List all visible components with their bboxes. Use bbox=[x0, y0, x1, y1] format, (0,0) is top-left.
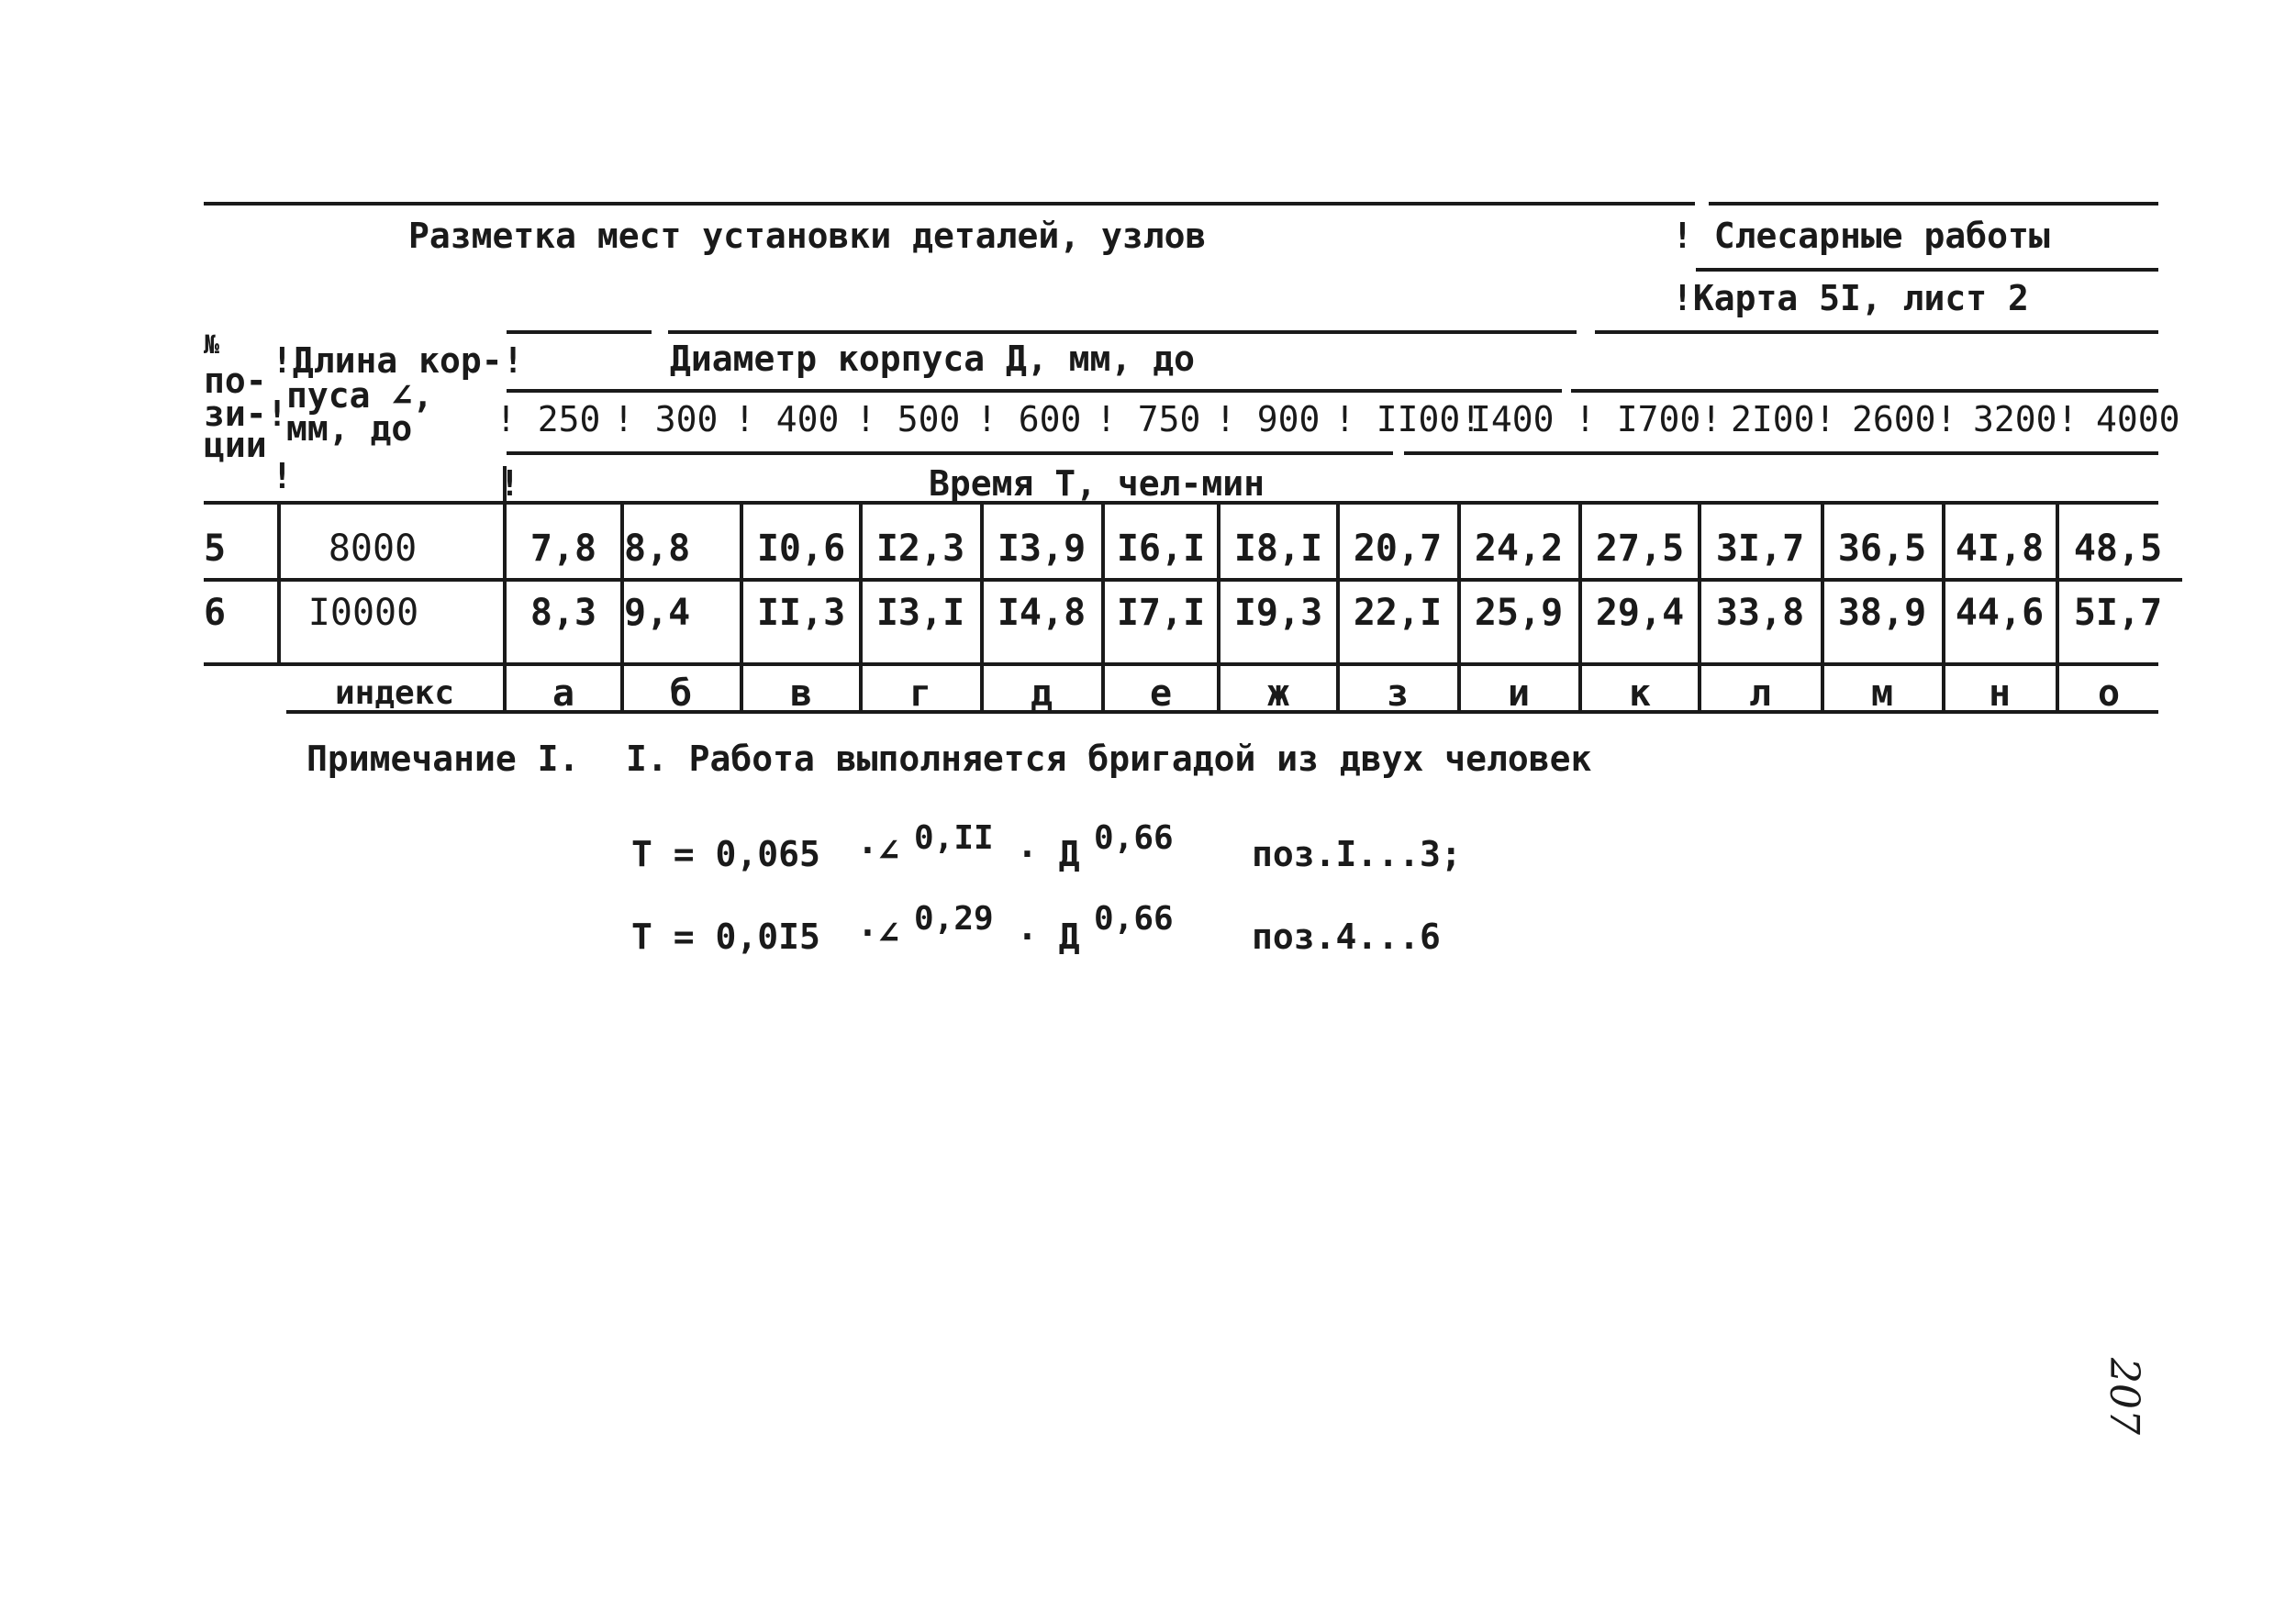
row-position: 6 bbox=[204, 592, 227, 634]
page-number: 207 bbox=[2101, 1358, 2147, 1435]
pos-header-line-3: зи-! bbox=[204, 394, 288, 434]
index-letter: д bbox=[1030, 672, 1053, 715]
diameter-value: 2I00! bbox=[1731, 399, 1836, 439]
diameter-value: ! 300 bbox=[613, 399, 719, 439]
time-cell: I2,3 bbox=[875, 528, 965, 570]
diameter-value: 4000 bbox=[2096, 399, 2180, 439]
section-rule bbox=[1696, 268, 2158, 272]
pos-header-line-2: по- bbox=[204, 361, 267, 401]
formula-2-l-exponent: 0,29 bbox=[914, 900, 994, 938]
index-letter: к bbox=[1628, 672, 1652, 715]
time-cell: 8,3 bbox=[529, 592, 597, 634]
diameter-value: ! 250 bbox=[496, 399, 601, 439]
time-cell: 25,9 bbox=[1474, 592, 1564, 634]
time-header-bar: ! bbox=[499, 463, 520, 504]
len-header-line-2: пуса ∠, bbox=[286, 375, 434, 416]
index-letter: ж bbox=[1266, 672, 1290, 715]
len-header-line-3: мм, до bbox=[286, 408, 413, 449]
diameter-value: ! 750 bbox=[1096, 399, 1201, 439]
note-label: Примечание I. bbox=[307, 739, 580, 779]
formula-1-lhs: Т = 0,065 bbox=[631, 834, 820, 874]
time-cell: I4,8 bbox=[997, 592, 1087, 634]
pos-header-line-4: ции bbox=[204, 425, 267, 465]
formula-2-lhs: Т = 0,0I5 bbox=[631, 917, 820, 957]
table-header-rule-3 bbox=[1595, 330, 2158, 334]
card-label: !Карта 5I, лист 2 bbox=[1672, 278, 2029, 318]
diameter-value: 3200! bbox=[1973, 399, 2079, 439]
diameter-value: ! 500 bbox=[855, 399, 961, 439]
cell-divider bbox=[503, 466, 507, 710]
formula-1-d-exponent: 0,66 bbox=[1094, 819, 1174, 857]
time-header: Время Т, чел-мин bbox=[929, 463, 1265, 504]
row-position: 5 bbox=[204, 528, 227, 570]
header-bottom-rule bbox=[204, 501, 2158, 505]
index-letter: б bbox=[669, 672, 693, 715]
time-cell: I6,I bbox=[1116, 528, 1206, 570]
formula-2-l-symbol: ·∠ bbox=[857, 913, 899, 953]
index-letter: в bbox=[789, 672, 813, 715]
time-cell: I3,I bbox=[875, 592, 965, 634]
top-rule-left bbox=[204, 202, 1695, 206]
formula-2-d-symbol: · Д bbox=[1017, 917, 1080, 957]
index-letter: и bbox=[1507, 672, 1531, 715]
diameter-value: ! 600 bbox=[976, 399, 1082, 439]
diameter-values-rule-2 bbox=[1404, 451, 2158, 455]
index-letter: з bbox=[1386, 672, 1410, 715]
time-cell: I7,I bbox=[1116, 592, 1206, 634]
note-text: I. Работа выполняется бригадой из двух человек bbox=[626, 739, 1592, 779]
table-header-rule-2 bbox=[668, 330, 1577, 334]
time-cell: I9,3 bbox=[1233, 592, 1323, 634]
time-cell: 44,6 bbox=[1955, 592, 2045, 634]
time-cell: 48,5 bbox=[2073, 528, 2163, 570]
time-cell: 22,I bbox=[1353, 592, 1443, 634]
formula-2-range: поз.4...6 bbox=[1252, 917, 1441, 957]
index-label: индекс bbox=[334, 674, 455, 712]
len-header-bar: ! bbox=[272, 456, 293, 496]
index-letter: л bbox=[1748, 672, 1772, 715]
time-cell: 33,8 bbox=[1715, 592, 1805, 634]
diameter-values-rule-1 bbox=[507, 451, 1393, 455]
row-length: I0000 bbox=[307, 592, 419, 634]
time-cell: 36,5 bbox=[1837, 528, 1927, 570]
index-letter: о bbox=[2097, 672, 2121, 715]
table-bottom-rule bbox=[204, 662, 2158, 666]
time-cell: 8,8 bbox=[624, 528, 691, 570]
diameter-value: ! 900 bbox=[1215, 399, 1321, 439]
time-cell: 9,4 bbox=[624, 592, 691, 634]
index-letter: н bbox=[1988, 672, 2012, 715]
time-cell: 29,4 bbox=[1595, 592, 1685, 634]
time-cell: 4I,8 bbox=[1955, 528, 2045, 570]
time-cell: 20,7 bbox=[1353, 528, 1443, 570]
time-cell: 7,8 bbox=[529, 528, 597, 570]
diameter-value: I400 bbox=[1470, 399, 1555, 439]
cell-divider bbox=[277, 501, 281, 662]
time-cell: 5I,7 bbox=[2073, 592, 2163, 634]
time-cell: I0,6 bbox=[756, 528, 846, 570]
diameter-header: Диаметр корпуса Д, мм, до bbox=[670, 339, 1195, 379]
index-letter: м bbox=[1870, 672, 1894, 715]
formula-1-l-exponent: 0,II bbox=[914, 819, 994, 857]
table-header-rule-1 bbox=[507, 330, 652, 334]
time-cell: II,3 bbox=[756, 592, 846, 634]
row-length: 8000 bbox=[328, 528, 418, 570]
len-header-line-1: !Длина кор-! bbox=[272, 340, 524, 381]
diameter-rule-1 bbox=[507, 389, 1562, 393]
diameter-value: ! II00! bbox=[1334, 399, 1482, 439]
pos-header-line-1: № bbox=[204, 329, 219, 360]
diameter-value: ! I700! bbox=[1575, 399, 1722, 439]
time-cell: 27,5 bbox=[1595, 528, 1685, 570]
diameter-value: ! 400 bbox=[734, 399, 840, 439]
time-cell: I3,9 bbox=[997, 528, 1087, 570]
page-title: Разметка мест установки деталей, узлов bbox=[408, 216, 1207, 256]
time-cell: 3I,7 bbox=[1715, 528, 1805, 570]
diameter-rule-2 bbox=[1571, 389, 2158, 393]
formula-1-l-symbol: ·∠ bbox=[857, 830, 899, 871]
section-label: ! Слесарные работы bbox=[1672, 216, 2050, 256]
time-cell: 24,2 bbox=[1474, 528, 1564, 570]
row-rule bbox=[204, 578, 2182, 582]
index-letter: е bbox=[1149, 672, 1173, 715]
time-cell: I8,I bbox=[1233, 528, 1323, 570]
formula-1-range: поз.I...3; bbox=[1252, 834, 1462, 874]
diameter-value: 2600! bbox=[1852, 399, 1957, 439]
formula-1-d-symbol: · Д bbox=[1017, 834, 1080, 874]
time-cell: 38,9 bbox=[1837, 592, 1927, 634]
index-letter: г bbox=[908, 672, 932, 715]
index-letter: а bbox=[552, 672, 575, 715]
formula-2-d-exponent: 0,66 bbox=[1094, 900, 1174, 938]
top-rule-right bbox=[1709, 202, 2158, 206]
